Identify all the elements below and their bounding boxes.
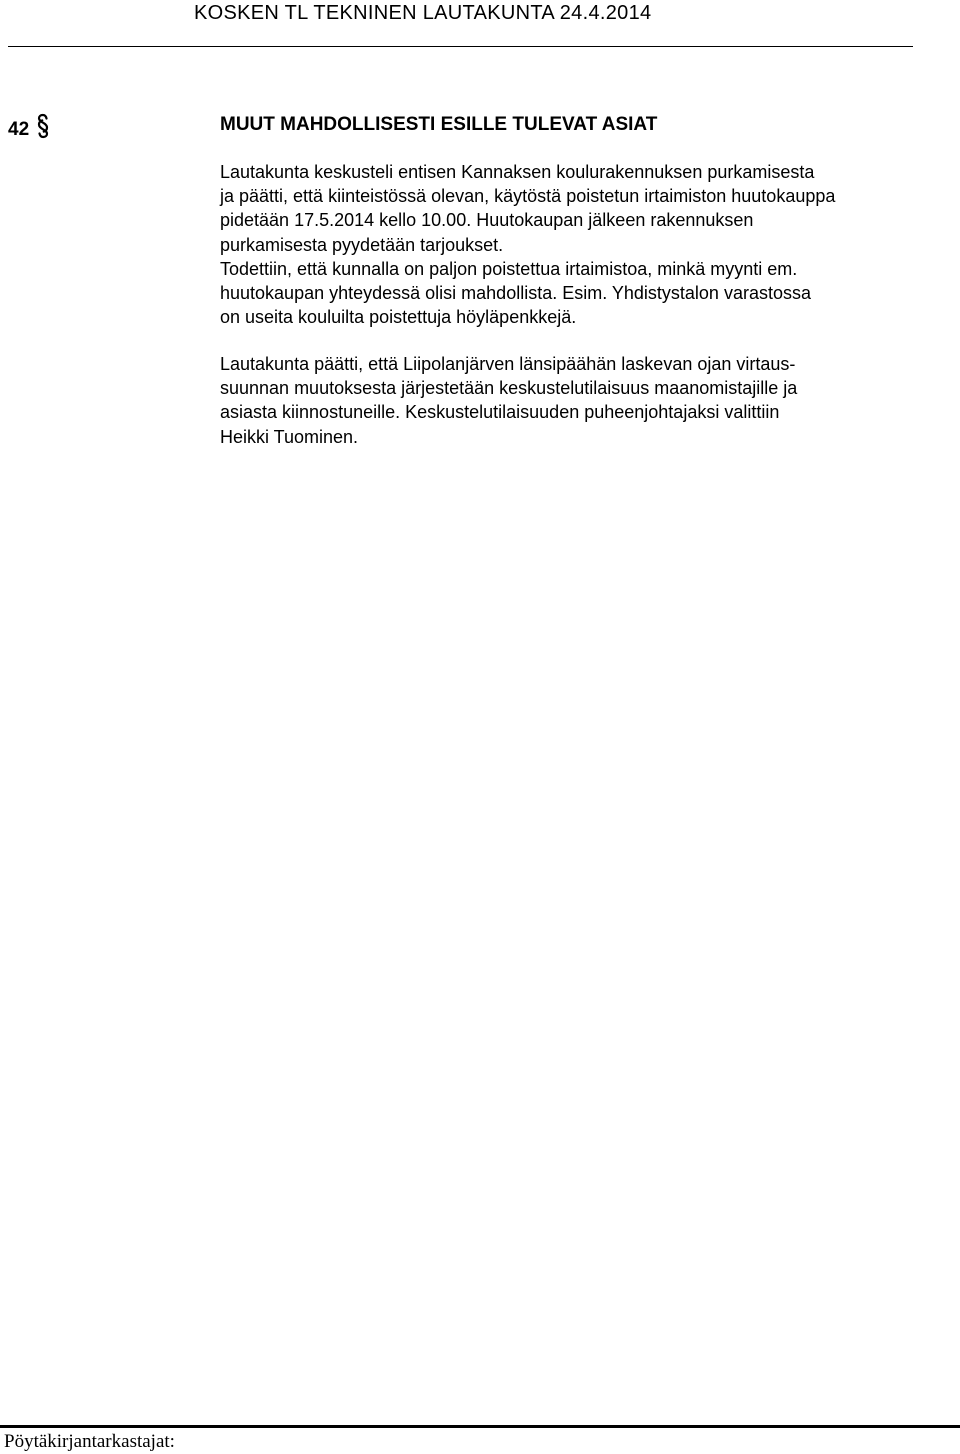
paragraph-line: asiasta kiinnostuneille. Keskustelutilaisuuden puheenjohtajaksi valittiin <box>220 402 780 423</box>
section-number: 42 <box>8 119 30 140</box>
header-divider <box>8 46 913 47</box>
paragraph-line: suunnan muutoksesta järjestetään keskustelutilaisuus maanomistajille ja <box>220 378 798 399</box>
section-title: MUUT MAHDOLLISESTI ESILLE TULEVAT ASIAT <box>220 114 658 135</box>
paragraph-line: huutokaupan yhteydessä olisi mahdollista. Esim. Yhdistystalon varastossa <box>220 283 811 304</box>
paragraph-line: pidetään 17.5.2014 kello 10.00. Huutokaupan jälkeen rakennuksen <box>220 210 754 231</box>
paragraph-line: on useita kouluilta poistettuja höyläpenkkejä. <box>220 307 577 328</box>
paragraph-keskustelutilaisuus <box>220 352 920 449</box>
paragraph-line: purkamisesta pyydetään tarjoukset. <box>220 234 504 255</box>
paragraph-line: Lautakunta keskusteli entisen Kannaksen koulurakennuksen purkamisesta <box>220 162 815 182</box>
section-sign-icon <box>36 113 52 146</box>
footer-divider <box>0 1425 960 1428</box>
paragraph-line: Todettiin, että kunnalla on paljon poistettua irtaimistoa, minkä myynti em. <box>220 258 798 279</box>
paragraph-line: Lautakunta päätti, että Liipolanjärven länsipäähän laskevan ojan virtaus- <box>220 354 796 374</box>
paragraph-huutokauppa <box>220 160 920 329</box>
footer-signature-label: Pöytäkirjantarkastajat: <box>4 1431 175 1452</box>
section-number-heading <box>8 113 52 146</box>
paragraph-line: Heikki Tuominen. <box>220 426 359 447</box>
paragraph-line: ja päätti, että kiinteistössä olevan, käytöstä poistetun irtaimiston huutokauppa <box>220 186 836 207</box>
page-header-title: KOSKEN TL TEKNINEN LAUTAKUNTA 24.4.2014 <box>194 2 652 24</box>
